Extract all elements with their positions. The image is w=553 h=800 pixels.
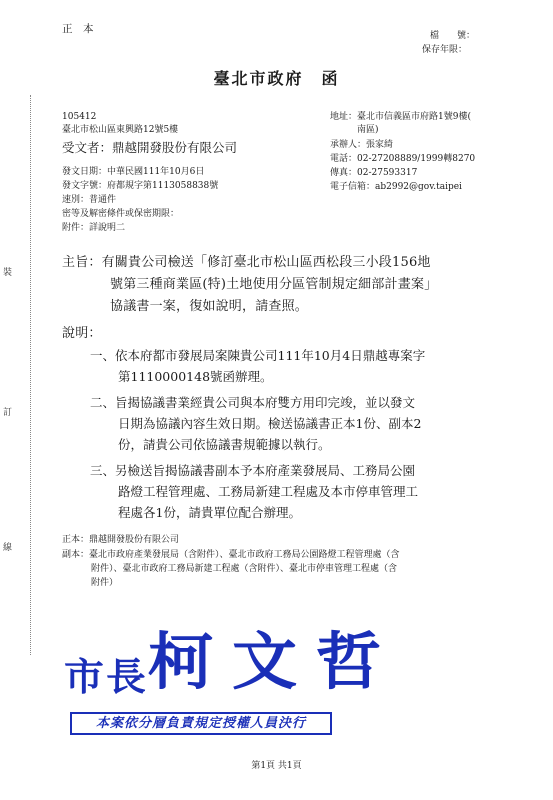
copies-line-2: 附件）、臺北市政府工務局新建工程處（含附件）、臺北市停車管理工程處（含 — [91, 564, 398, 574]
mayor-title: 市長 — [63, 655, 149, 699]
page-number: 第1頁 共1頁 — [251, 761, 302, 771]
subject-line-2: 號第三種商業區(特)土地使用分區管制規定細部計畫案」 — [110, 277, 438, 292]
file-no-label: 檔 號： — [430, 31, 476, 41]
copy-type: 正 本 — [62, 23, 94, 35]
explanation-item-2-line-2: 日期為協議內容生效日期。檢送協議書正本1份、副本2 — [118, 416, 422, 431]
explanation-item-1-line-2: 第1110000148號函辦理。 — [118, 369, 273, 384]
fax: 傳真：02-27593317 — [330, 168, 418, 178]
explanation-item-2-line-1: 二、旨揭協議書業經貴公司與本府雙方用印完竣，並以發文 — [90, 395, 416, 410]
contact-address-1: 地址：臺北市信義區市府路1號9樓( — [330, 112, 471, 122]
issue-date: 發文日期：中華民國111年10月6日 — [62, 167, 205, 177]
doc-number: 發文字號：府都規字第1113058838號 — [62, 181, 219, 191]
explanation-item-3-line-1: 三、另檢送旨揭協議書副本予本府產業發展局、工務局公園 — [90, 463, 416, 478]
recipient: 受文者：鼎越開發股份有限公司 — [62, 140, 238, 155]
speed: 速別：普通件 — [62, 195, 117, 205]
copies-line-1: 副本：臺北市政府產業發展局（含附件）、臺北市政府工務局公園路燈工程管理處（含 — [62, 550, 400, 560]
original-recipient: 正本：鼎越開發股份有限公司 — [62, 535, 180, 545]
explanation-label: 說明： — [62, 326, 102, 341]
email: 電子信箱：ab2992@gov.taipei — [330, 182, 462, 192]
authority-stamp: 本案依分層負責規定授權人員決行 — [70, 712, 332, 735]
explanation-item-3-line-3: 程處各1份，請貴單位配合辦理。 — [118, 505, 301, 520]
retention-label: 保存年限： — [422, 45, 468, 55]
attachment: 附件：詳說明二 — [62, 223, 126, 233]
postal-code: 105412 — [62, 112, 97, 122]
binding-line — [30, 95, 31, 655]
phone: 電話：02-27208889/1999轉8270 — [330, 154, 476, 164]
document-title: 臺北市政府 函 — [213, 69, 340, 88]
explanation-item-2-line-3: 份，請貴公司依協議書規範據以執行。 — [118, 437, 331, 452]
binding-mark-top: 裝 — [3, 268, 13, 278]
contact-address-2: 南區) — [357, 125, 379, 135]
handler: 承辦人：張家綺 — [330, 140, 394, 150]
subject-line-3: 協議書一案，復如說明，請查照。 — [110, 299, 309, 314]
copies-line-3: 附件） — [91, 578, 119, 588]
mayor-name: 柯文哲 — [148, 625, 401, 698]
binding-mark-bottom: 線 — [3, 543, 13, 553]
binding-mark-mid: 訂 — [3, 408, 13, 418]
secrecy: 密等及解密條件或保密期限： — [62, 209, 180, 219]
explanation-item-1-line-1: 一、依本府都市發展局案陳貴公司111年10月4日鼎越專案字 — [90, 348, 426, 363]
recipient-address: 臺北市松山區東興路12號5樓 — [62, 125, 179, 135]
explanation-item-3-line-2: 路燈工程管理處、工務局新建工程處及本市停車管理工 — [118, 484, 419, 499]
mayor-stamp — [64, 612, 400, 701]
subject-line-1: 主旨：有關貴公司檢送「修訂臺北市松山區西松段三小段156地 — [62, 255, 431, 270]
